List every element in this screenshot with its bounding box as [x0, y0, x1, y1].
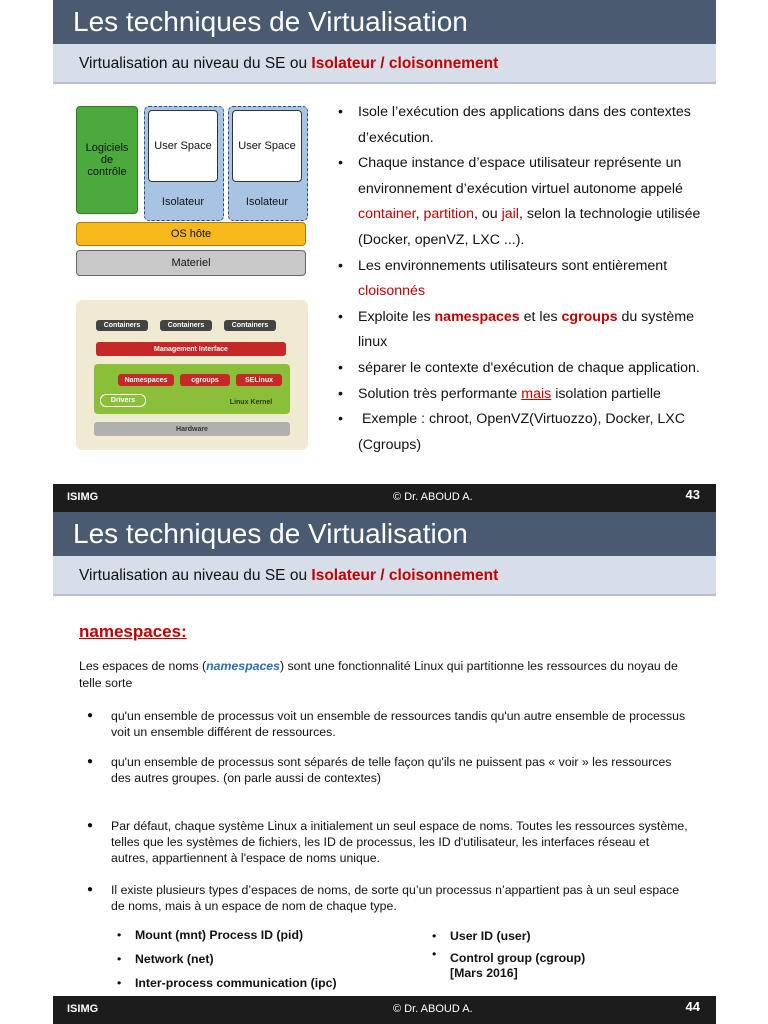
- namespace-type: • Inter-process communication (ipc): [113, 971, 337, 995]
- isolateur-box-1: [148, 190, 218, 214]
- subtitle-highlight: Isolateur / cloisonnement: [311, 567, 499, 584]
- user-space-box-1: [148, 110, 218, 182]
- list-item: • Solution très performante mais isolation partielle: [336, 382, 716, 408]
- namespaces-tag: Namespaces: [118, 374, 174, 386]
- list-item: ● qu'un ensemble de processus sont séparés de telle façon qu'ils ne puissent pas « voir » les ressources des autres groupes. (on parle aussi de contextes): [79, 754, 689, 786]
- slide-43: [53, 0, 716, 512]
- namespace-type: • User ID (user): [428, 925, 600, 947]
- control-software-label: Logiciels de contrôle: [85, 142, 129, 178]
- subtitle-prefix: Virtualisation au niveau du SE ou: [79, 55, 308, 72]
- host-os-label: OS hôte: [170, 228, 212, 240]
- slide-44: [53, 512, 716, 1024]
- linux-kernel-diagram: [76, 300, 308, 450]
- drivers-tag: Drivers: [100, 394, 146, 407]
- namespace-type: • Mount (mnt) Process ID (pid): [113, 923, 337, 947]
- section-heading: namespaces:: [79, 622, 187, 641]
- control-software-box: [76, 106, 138, 214]
- footer-institution: ISIMG: [67, 1003, 99, 1015]
- host-os-box: [76, 222, 306, 246]
- page-number: 43: [685, 487, 700, 502]
- list-item: • Exemple : chroot, OpenVZ(Virtuozzo), Docker, LXC (Cgroups): [336, 407, 716, 458]
- namespace-type: • Network (net): [113, 947, 337, 971]
- namespace-bullets-2: [79, 754, 689, 786]
- container-tag-2: Containers: [160, 320, 212, 331]
- slide-title: Les techniques de Virtualisation: [53, 512, 716, 556]
- list-item: • séparer le contexte d'exécution de chaque application.: [336, 356, 716, 382]
- footer-author: © Dr. ABOUD A.: [393, 1003, 473, 1015]
- slide-subtitle: [53, 556, 716, 596]
- page-number: 44: [685, 999, 700, 1014]
- slide-footer: [53, 996, 716, 1024]
- linux-kernel-label: Linux Kernel: [229, 398, 273, 406]
- isolateur-box-2: [232, 190, 302, 214]
- selinux-tag: SELinux: [236, 374, 282, 386]
- namespace-type: • Control group (cgroup) [Mars 2016]: [428, 947, 600, 981]
- slide-subtitle: [53, 44, 716, 84]
- list-item: • Exploite les namespaces et les cgroups du système linux: [336, 305, 716, 356]
- list-item: • Chaque instance d’espace utilisateur représente un environnement d’exécution virtuel autonome appelé container, partition, ou jail, selon la technologie utilisée (Docker, openVZ, LXC ...).: [336, 151, 716, 253]
- hardware-box: [76, 250, 306, 276]
- hardware-bar: Hardware: [94, 422, 290, 436]
- intro-paragraph: Les espaces de noms (namespaces) sont une fonctionnalité Linux qui partitionne les ressources du noyau de telle sorte: [79, 659, 678, 690]
- namespace-types-right: [428, 925, 600, 981]
- slide-footer: [53, 484, 716, 512]
- namespace-types-left: [113, 923, 337, 995]
- list-item: ● Il existe plusieurs types d’espaces de noms, de sorte qu’un processus n’appartient pas à un seul espace de noms, mais à un espace de nom de chaque type.: [79, 882, 689, 914]
- cgroups-tag: cgroups: [180, 374, 230, 386]
- slide-title: Les techniques de Virtualisation: [53, 0, 716, 44]
- list-item: ● qu'un ensemble de processus voit un ensemble de ressources tandis qu'un autre ensemble de processus voit un ensemble différent de ressources.: [79, 708, 689, 740]
- isolateur-label-2: Isolateur: [245, 196, 289, 208]
- list-item: • Isole l’exécution des applications dans des contextes d’exécution.: [336, 100, 716, 151]
- list-item: • Les environnements utilisateurs sont entièrement cloisonnés: [336, 254, 716, 305]
- subtitle-highlight: Isolateur / cloisonnement: [311, 55, 499, 72]
- os-virtualization-diagram: [73, 106, 309, 278]
- user-space-label-1: User Space: [154, 140, 212, 152]
- user-space-box-2: [232, 110, 302, 182]
- namespace-bullets-4: [79, 882, 689, 914]
- list-item: ● Par défaut, chaque système Linux a initialement un seul espace de noms. Toutes les ressources système, telles que les systèmes de fichiers, les ID de processus, les ID d'utilisateur, les interfaces réseau et autres, appartiennent à l'espace de noms unique.: [79, 818, 689, 866]
- container-tag-1: Containers: [96, 320, 148, 331]
- footer-author: © Dr. ABOUD A.: [393, 491, 473, 503]
- user-space-label-2: User Space: [238, 140, 296, 152]
- management-interface-box: Management Interface: [96, 342, 286, 356]
- footer-institution: ISIMG: [67, 491, 99, 503]
- namespace-bullets-3: [79, 818, 689, 866]
- feature-list: [336, 100, 716, 458]
- hardware-label: Materiel: [171, 257, 211, 269]
- subtitle-prefix: Virtualisation au niveau du SE ou: [79, 567, 308, 584]
- isolateur-label-1: Isolateur: [161, 196, 205, 208]
- container-tag-3: Containers: [224, 320, 276, 331]
- namespace-bullets-1: [79, 708, 689, 740]
